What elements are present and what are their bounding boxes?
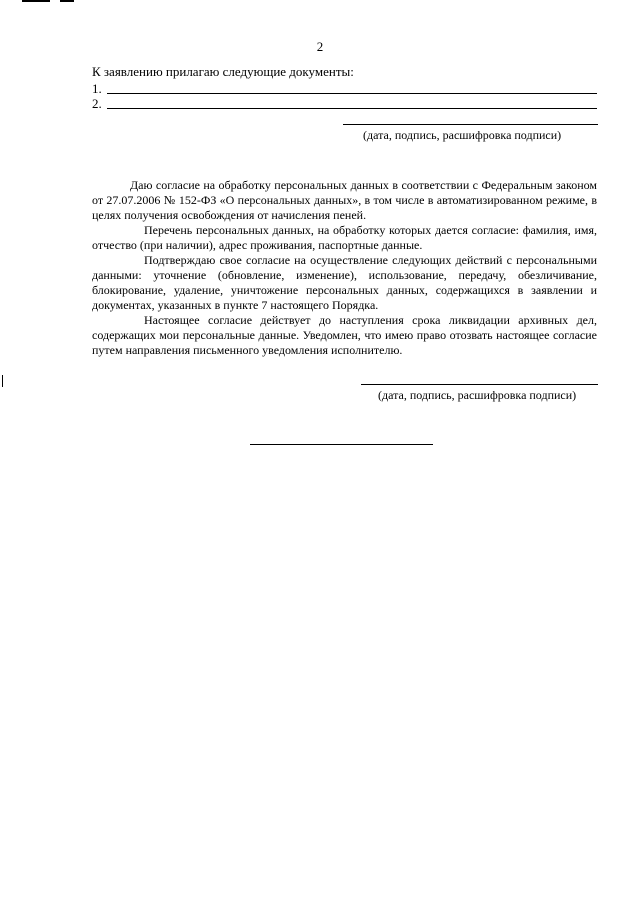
signature-caption-1: (дата, подпись, расшифровка подписи) <box>363 128 562 142</box>
consent-text <box>92 178 597 358</box>
consent-paragraph-4: Настоящее согласие действует до наступления срока ликвидации архивных дел, содержащих мои персональные данные. Уведомлен, что имею право отозвать настоящее согласие путем направления письменного уведомления исполнителю. <box>92 313 597 357</box>
scan-artifact <box>2 375 3 387</box>
attachment-number: 1. <box>92 81 102 96</box>
signature-line-2 <box>361 384 598 385</box>
attachment-item-1 <box>92 81 107 97</box>
signature-line-1 <box>343 124 598 125</box>
scan-artifact <box>60 0 74 2</box>
consent-paragraph-2: Перечень персональных данных, на обработку которых дается согласие: фамилия, имя, отчество (при наличии), адрес проживания, паспортные данные. <box>92 223 597 252</box>
scan-artifact <box>22 0 50 2</box>
consent-paragraph-1: Даю согласие на обработку персональных данных в соответствии с Федеральным законом от 27.07.2006 № 152-ФЗ «О персональных данных», в том числе в автоматизированном режиме, в целях получения освобождения от начисления пеней. <box>92 178 597 222</box>
end-separator <box>250 444 433 445</box>
consent-paragraph-3: Подтверждаю свое согласие на осуществление следующих действий с персональными данными: уточнение (обновление, изменение), использование, передачу, обезличивание, блокирование, удаление, уничтожение персональных данных, содержащихся в заявлении и документах, указанных в пункте 7 настоящего Порядка. <box>92 253 597 312</box>
attachment-number: 2. <box>92 96 102 111</box>
attachments-intro: К заявлению прилагаю следующие документы: <box>92 64 354 79</box>
signature-caption-2: (дата, подпись, расшифровка подписи) <box>378 388 577 402</box>
attachment-line-2 <box>107 108 597 109</box>
attachment-item-2 <box>92 96 107 112</box>
attachment-line-1 <box>107 93 597 94</box>
page-number: 2 <box>316 39 324 54</box>
